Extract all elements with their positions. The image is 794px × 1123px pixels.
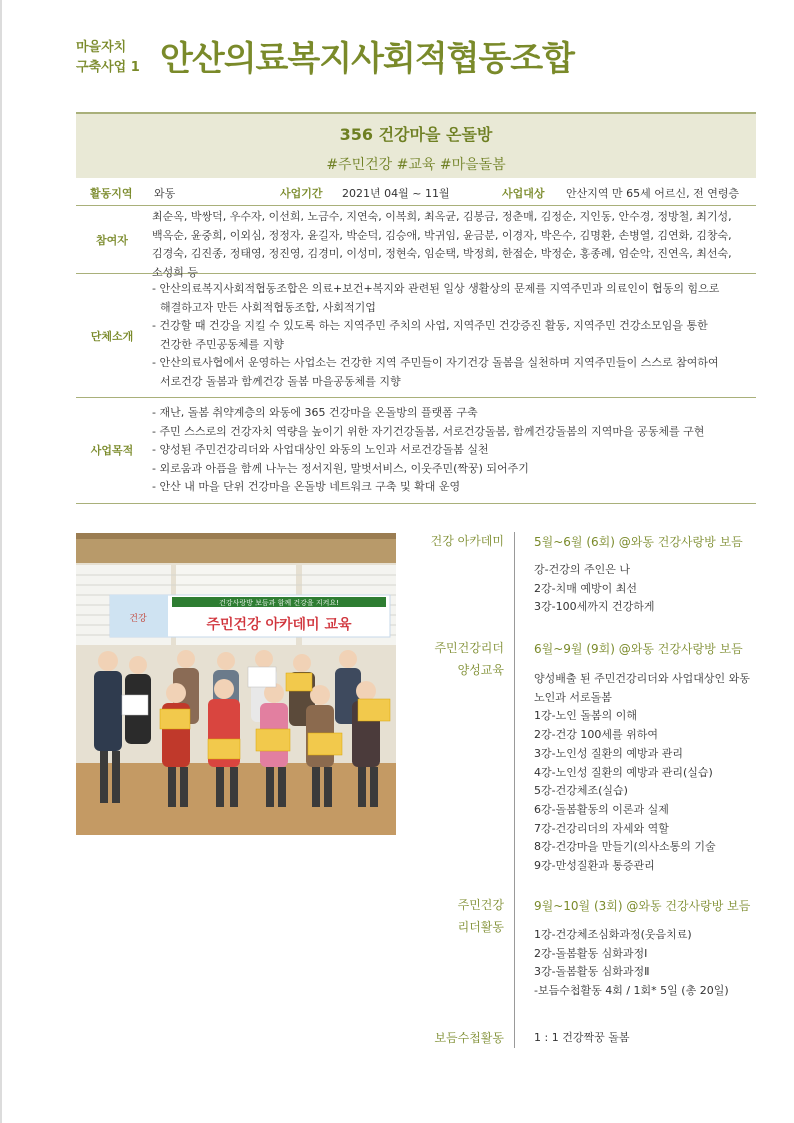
program-label-leader-activity	[404, 894, 504, 938]
program-heading-leader-activity: 9월~10월 (3회) @와동 건강사랑방 보듬	[534, 899, 751, 913]
target-label: 사업대상	[502, 187, 545, 200]
program-line: 8강-건강마을 만들기(의사소통의 기술	[534, 840, 716, 854]
members-label: 참여자	[96, 234, 128, 247]
program-line: 양성배출 된 주민건강리더와 사업대상인 와동	[534, 672, 750, 685]
period-value: 2021년 04월 ~ 11월	[342, 187, 450, 200]
program-line: 1강-건강체조심화과정(웃음치료)	[534, 928, 692, 941]
purpose-label: 사업목적	[90, 444, 134, 457]
intro-line: - 건강할 때 건강을 지킬 수 있도록 하는 지역주민 주치의 사업, 지역주민 건강증진 활동, 지역주민 건강소모임을 통한	[152, 319, 708, 332]
program-label-leader-training	[404, 637, 504, 681]
program-divider	[514, 532, 515, 1048]
period-label: 사업기간	[280, 187, 323, 200]
page-left-rule	[0, 0, 2, 1123]
intro-line: - 안산의료사협에서 운영하는 사업소는 건강한 지역 주민들이 자기건강 돌봄을 실천하며 지역주민들이 스스로 참여하여	[152, 356, 719, 369]
members-line: 백옥순, 윤중희, 이외심, 정정자, 윤길자, 박순덕, 김승애, 박귀임, 윤금분, 이경자, 박은수, 김명환, 손병열, 김연화, 김창숙,	[152, 228, 732, 242]
program-heading-leader-training: 6월~9월 (9회) @와동 건강사랑방 보듬	[534, 642, 743, 656]
program-label-line: 양성교육	[457, 663, 504, 677]
meta-row	[76, 178, 756, 206]
program-lines-academy	[534, 561, 758, 617]
program-line: 6강-돌봄활동의 이론과 실제	[534, 802, 669, 816]
intro-line: 서로건강 돌봄과 함께건강 돌봄 마을공동체를 지향	[160, 374, 401, 388]
program-line: 3강-100세까지 건강하게	[534, 600, 655, 614]
program-heading-academy: 5월~6월 (6회) @와동 건강사랑방 보듬	[534, 535, 743, 549]
program-label-notebook	[404, 1027, 504, 1049]
purpose-text	[152, 404, 756, 497]
intro-line: - 안산의료복지사회적협동조합은 의료+보건+복지와 관련된 일상 생활상의 문제를 지역주민과 의료인이 협동의 힘으로	[152, 282, 720, 295]
program-lines-notebook	[534, 1029, 758, 1048]
intro-text	[152, 280, 756, 391]
intro-line: 해결하고자 만든 사회적협동조합, 사회적기업	[160, 300, 376, 314]
page-header	[76, 36, 756, 86]
intro-line: 건강한 주민공동체를 지향	[160, 337, 284, 351]
project-line-2: 구축사업 1	[76, 60, 140, 75]
program-label-line: 리더활동	[457, 920, 504, 934]
members-line: 김경숙, 김진종, 정태영, 정진영, 김경미, 이성미, 정현숙, 임순택, 박정희, 한점순, 박정순, 홍종례, 엄순악, 진연옥, 최선숙,	[152, 247, 732, 260]
program-line: 2강-치매 예방이 최선	[534, 581, 637, 595]
program-lines-leader-activity	[534, 926, 758, 1001]
intro-label: 단체소개	[90, 330, 134, 343]
intro-row	[76, 274, 756, 398]
program-hashtags: #주민건강 #교육 #마을돌봄	[326, 157, 506, 173]
area-label: 활동지역	[90, 187, 133, 200]
group-photo	[76, 533, 396, 835]
program-line: 3강-돌봄활동 심화과정Ⅱ	[534, 965, 650, 979]
group-photo-illustration	[76, 533, 396, 835]
members-row	[76, 206, 756, 279]
photo-banner-main: 주민건강 아카데미 교육	[206, 617, 352, 633]
program-line: 2강-돌봄활동 심화과정Ⅰ	[534, 946, 648, 960]
program-line: -보듬수첩활동 4회 / 1회* 5일 (총 20일)	[534, 984, 729, 998]
area-value: 와동	[154, 187, 176, 200]
program-line: 노인과 서로돌봄	[534, 690, 612, 704]
project-number	[76, 38, 140, 78]
program-label-line: 보듬수첩활동	[434, 1031, 504, 1045]
project-line-1: 마을자치	[76, 40, 127, 55]
program-line: 1강-노인 돌봄의 이해	[534, 709, 637, 723]
title-band	[76, 112, 756, 178]
photo-banner-top: 건강사랑방 보듬과 함께 건강을 지켜요!	[219, 599, 339, 607]
target-value: 안산지역 만 65세 어르신, 전 연령층	[566, 187, 740, 200]
program-label-line: 주민건강리더	[434, 641, 504, 655]
members-list	[152, 208, 756, 282]
purpose-row	[76, 398, 756, 504]
program-line: 1 : 1 건강짝꿍 돌봄	[534, 1031, 630, 1044]
purpose-line: - 외로움과 아픔을 함께 나누는 정서지원, 말벗서비스, 이웃주민(짝꿍) 되어주기	[152, 461, 529, 475]
purpose-line: - 주민 스스로의 건강자치 역량을 높이기 위한 자기건강돌봄, 서로건강돌봄, 함께건강돌봄의 지역마을 공동체를 구현	[152, 424, 705, 438]
photo-banner-side: 건강	[129, 614, 147, 624]
program-line: 4강-노인성 질환의 예방과 관리(실습)	[534, 765, 713, 779]
members-line: 최순옥, 박쌍덕, 우수자, 이선희, 노금수, 지연숙, 이복희, 최옥균, 김봉금, 정춘매, 김정순, 지인동, 안수경, 정방철, 최기성,	[152, 210, 732, 223]
program-title: 356 건강마을 온돌방	[339, 125, 493, 144]
program-line: 강-건강의 주인은 나	[534, 563, 630, 576]
purpose-line: - 재난, 돌봄 취약계층의 와동에 365 건강마을 온돌방의 플랫폼 구축	[152, 406, 478, 419]
purpose-line: - 안산 내 마을 단위 건강마을 온돌방 네트워크 구축 및 확대 운영	[152, 480, 461, 493]
program-line: 7강-건강리더의 자세와 역할	[534, 821, 669, 835]
program-label-line: 건강 아카데미	[430, 534, 504, 548]
members-line: 소성희 등	[152, 265, 199, 279]
organization-name: 안산의료복지사회적협동조합	[160, 39, 574, 79]
program-line: 3강-노인성 질환의 예방과 관리	[534, 746, 683, 760]
program-line: 5강-건강체조(실습)	[534, 784, 628, 798]
program-lines-leader-training	[534, 670, 758, 876]
program-line: 9강-만성질환과 통증관리	[534, 859, 655, 873]
purpose-line: - 양성된 주민건강리더와 사업대상인 와동의 노인과 서로건강돌봄 실천	[152, 443, 489, 456]
program-line: 2강-건강 100세를 위하여	[534, 728, 658, 742]
program-label-academy	[404, 530, 504, 552]
program-label-line: 주민건강	[457, 898, 504, 912]
